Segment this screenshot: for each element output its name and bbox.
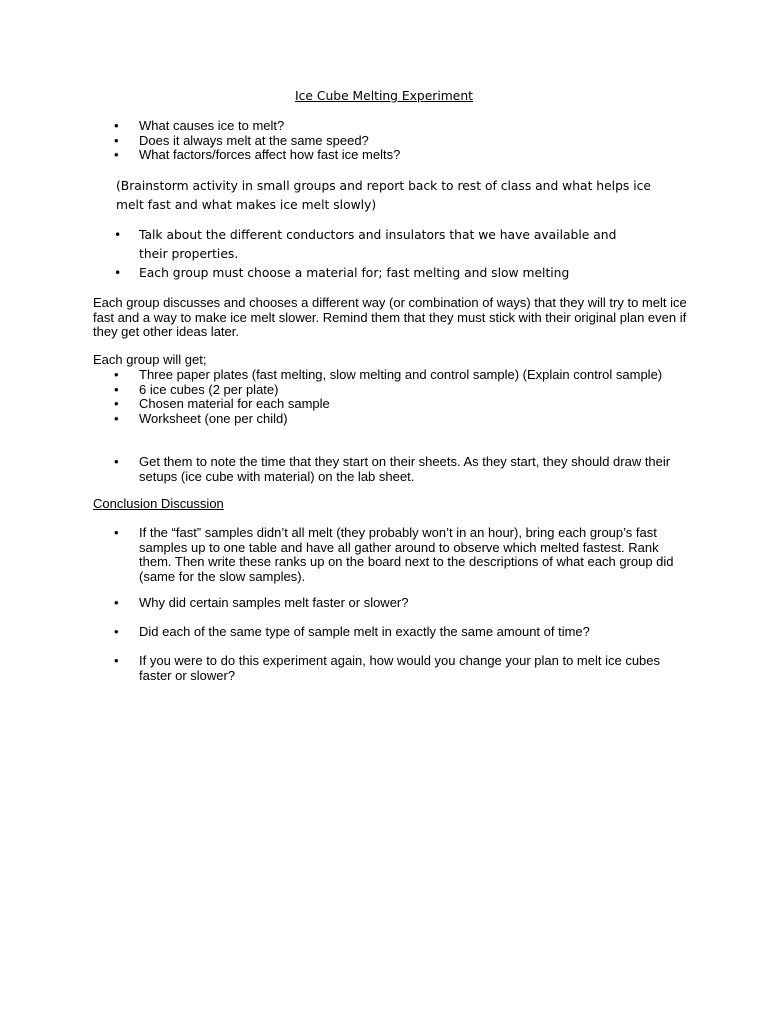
list-item: • Why did certain samples melt faster or slower?: [114, 595, 409, 610]
list-item: • What causes ice to melt?: [114, 118, 285, 133]
list-item: • Get them to note the time that they start on their sheets. As they start, they should draw their setups (ice cube with material) on the lab sheet.: [114, 454, 671, 484]
list-item: • Chosen material for each sample: [114, 396, 330, 412]
list-item: • Does it always melt at the same speed?: [114, 132, 369, 148]
page-title-text: Ice Cube Melting Experiment: [295, 89, 473, 103]
bullet-icon: •: [114, 228, 122, 242]
conclusion-list-3: [114, 624, 679, 640]
page-title: [0, 87, 768, 105]
bullet-icon: •: [114, 653, 119, 668]
group-get-list: [114, 367, 709, 427]
discussion-list: [114, 226, 639, 283]
bullet-icon: •: [114, 367, 119, 382]
list-item: • Did each of the same type of sample melt in exactly the same amount of time?: [114, 624, 590, 639]
bullet-icon: •: [114, 411, 119, 427]
bullet-icon: •: [114, 118, 119, 133]
brainstorm-paragraph: (Brainstorm activity in small groups and report back to rest of class and what helps ice melt fast and what makes ice melt slowly): [116, 179, 651, 212]
bullet-icon: •: [114, 624, 119, 639]
list-item: • Three paper plates (fast melting, slow melting and control sample) (Explain control sample): [114, 367, 663, 382]
questions-list: [114, 118, 699, 163]
bullet-icon: •: [114, 396, 119, 412]
bullet-icon: •: [114, 381, 119, 397]
group-get-heading: Each group will get;: [93, 352, 207, 367]
list-item: • 6 ice cubes (2 per plate): [114, 381, 279, 397]
bullet-icon: •: [114, 454, 119, 469]
conclusion-list-4: [114, 653, 679, 683]
group-paragraph: Each group discusses and chooses a different way (or combination of ways) that they will try to melt ice fast and a way to make ice melt slower. Remind them that they must stick with their original plan even if they get other ideas later.: [93, 295, 687, 340]
list-item: • Talk about the different conductors and insulators that we have available and their properties.: [114, 228, 617, 261]
bullet-icon: •: [114, 525, 119, 540]
conclusion-list-2: [114, 595, 679, 611]
list-item: • If you were to do this experiment again, how would you change your plan to melt ice cubes faster or slower?: [114, 653, 661, 683]
conclusion-heading: Conclusion Discussion: [93, 496, 224, 511]
list-item: • What factors/forces affect how fast ice melts?: [114, 147, 401, 163]
bullet-icon: •: [114, 147, 119, 163]
bullet-icon: •: [114, 595, 119, 610]
start-note-list: [114, 454, 679, 484]
list-item: • Worksheet (one per child): [114, 411, 288, 427]
bullet-icon: •: [114, 132, 119, 148]
bullet-icon: •: [114, 266, 122, 280]
conclusion-list-1: [114, 525, 679, 585]
list-item: • Each group must choose a material for; fast melting and slow melting: [139, 264, 639, 283]
list-item: • If the “fast” samples didn’t all melt (they probably won’t in an hour), bring each group’s fast samples up to one table and have all gather around to observe which melted fastest. Rank them. Then write these ranks up on the board next to the descriptions of what each group did (same for the slow samples).: [114, 525, 674, 585]
